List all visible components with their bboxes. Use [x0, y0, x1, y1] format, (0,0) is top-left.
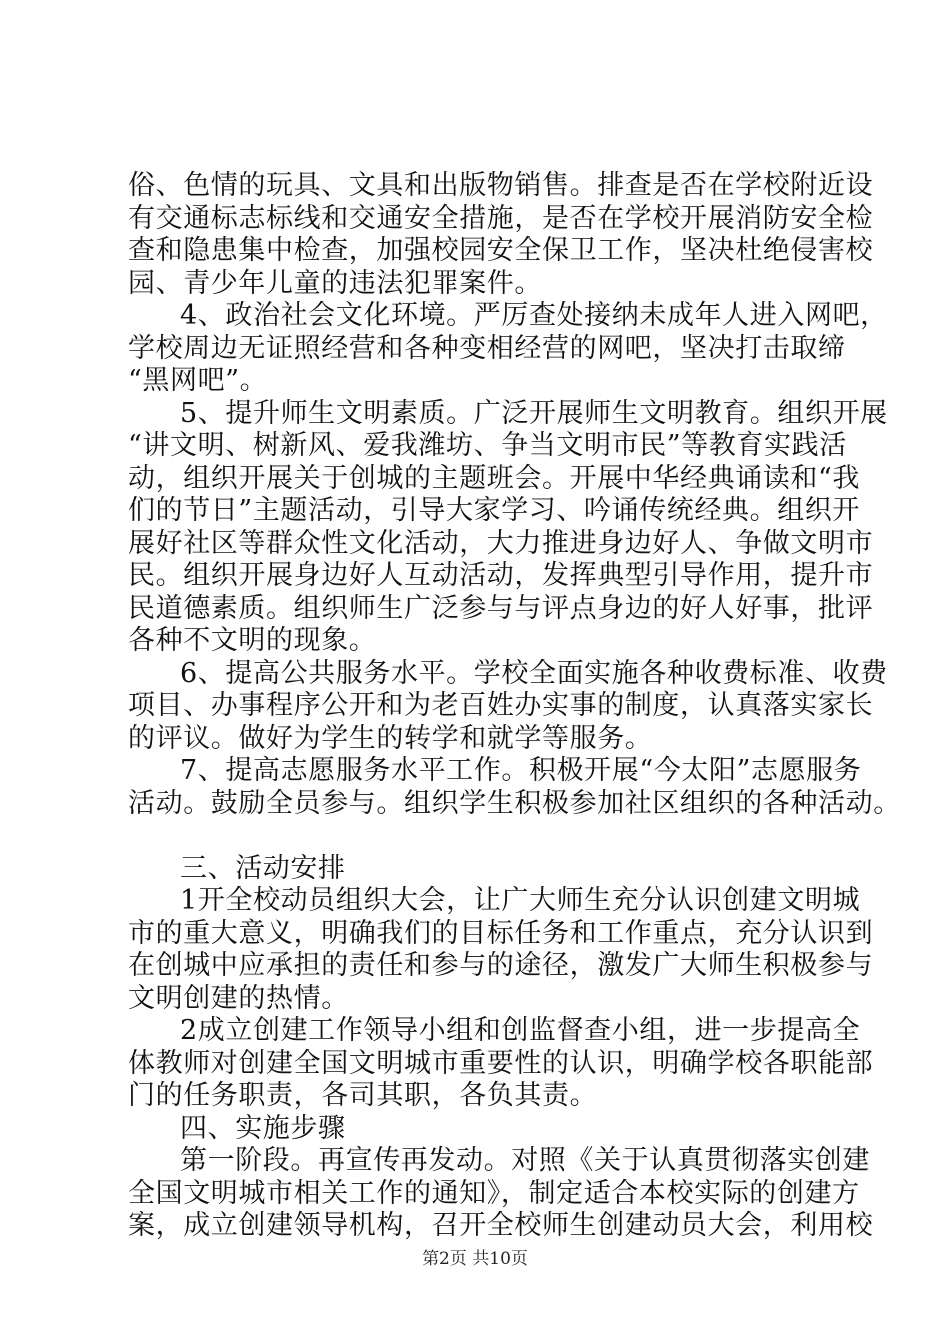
text-line: 们的节日”主题活动，引导大家学习、吟诵传统经典。组织开: [128, 495, 861, 526]
text-line: 体教师对创建全国文明城市重要性的认识，明确学校各职能部: [128, 1047, 874, 1079]
text-line: 4、政治社会文化环境。严厉查处接纳未成年人进入网吧，: [180, 300, 888, 331]
text-line: 5、提升师生文明素质。广泛开展师生文明教育。组织开展: [180, 397, 888, 429]
text-line: 展好社区等群众性文化活动，大力推进身边好人、争做文明市: [128, 527, 874, 559]
text-line: 全国文明城市相关工作的通知》，制定适合本校实际的创建方: [128, 1177, 860, 1209]
text-line: 市的重大意义，明确我们的目标任务和工作重点，充分认识到: [128, 917, 874, 949]
text-line: 在创城中应承担的责任和参与的途径，激发广大师生积极参与: [128, 950, 874, 981]
text-line: 6、提高公共服务水平。学校全面实施各种收费标准、收费: [180, 657, 888, 689]
text-line: 民。组织开展身边好人互动活动，发挥典型引导作用，提升市: [128, 560, 874, 591]
text-line: 查和隐患集中检查，加强校园安全保卫工作，坚决杜绝侵害校: [128, 235, 874, 266]
text-line: 活动。鼓励全员参与。组织学生积极参加社区组织的各种活动。: [128, 787, 901, 819]
text-line: 的评议。做好为学生的转学和就学等服务。: [128, 722, 653, 754]
text-line: 学校周边无证照经营和各种变相经营的网吧，坚决打击取缔: [128, 332, 846, 364]
text-line: 园、青少年儿童的违法犯罪案件。: [128, 267, 542, 299]
blank-line: [128, 820, 828, 853]
text-line: 四、实施步骤: [180, 1112, 346, 1144]
text-line: 各种不文明的现象。: [128, 625, 377, 656]
text-line: 7、提高志愿服务水平工作。积极开展“今太阳”志愿服务: [180, 755, 862, 786]
text-line: 第一阶段。再宣传再发动。对照《关于认真贯彻落实创建: [180, 1145, 870, 1176]
text-line: “讲文明、树新风、爱我潍坊、争当文明市民”等教育实践活: [128, 430, 847, 461]
text-line: 项目、办事程序公开和为老百姓办实事的制度，认真落实家长: [128, 690, 874, 721]
page-footer: 第2页 共10页: [422, 1249, 528, 1269]
text-line: 案，成立创建领导机构，召开全校师生创建动员大会，利用校: [128, 1210, 874, 1241]
text-line: 俗、色情的玩具、文具和出版物销售。排查是否在学校附近设: [128, 170, 874, 201]
text-line: 2成立创建工作领导小组和创监督查小组，进一步提高全: [180, 1015, 861, 1046]
text-line: 动，组织开展关于创城的主题班会。开展中华经典诵读和“我: [128, 462, 861, 494]
text-line: 1开全校动员组织大会，让广大师生充分认识创建文明城: [180, 885, 861, 916]
text-line: 三、活动安排: [180, 852, 346, 884]
text-line: 门的任务职责，各司其职，各负其责。: [128, 1080, 598, 1111]
text-line: 文明创建的热情。: [128, 982, 349, 1014]
text-line: 民道德素质。组织师生广泛参与与评点身边的好人好事，批评: [128, 592, 874, 624]
document-body: [128, 170, 901, 1243]
text-line: “黑网吧”。: [128, 365, 268, 396]
text-line: 有交通标志标线和交通安全措施，是否在学校开展消防安全检: [128, 202, 874, 234]
